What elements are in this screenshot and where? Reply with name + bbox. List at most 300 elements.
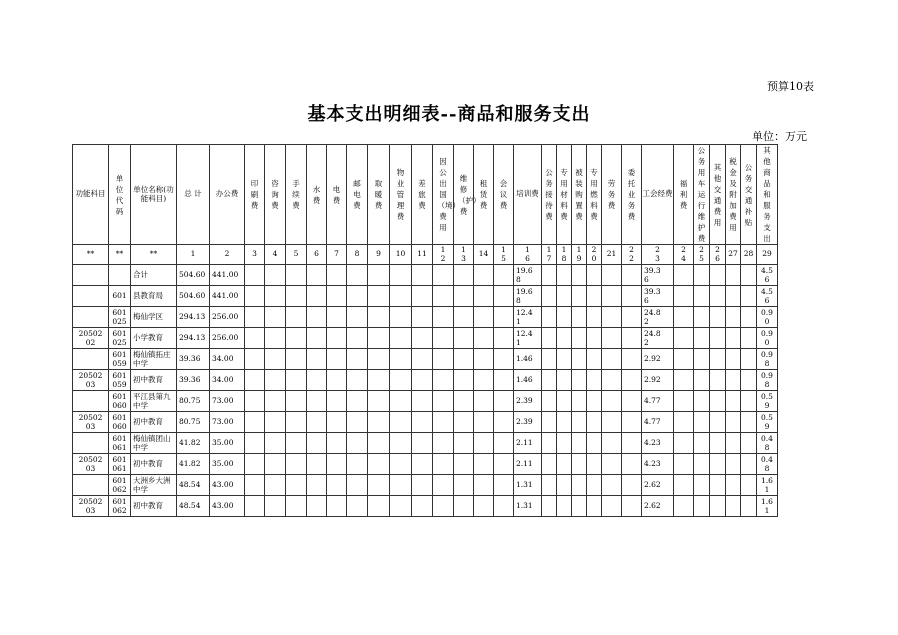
index-cell: 5 (286, 245, 307, 265)
header-label: 公务接待费 (545, 168, 553, 221)
table-cell: 0.90 (757, 307, 778, 328)
table-cell (390, 265, 412, 286)
table-cell (454, 412, 474, 433)
table-cell (390, 454, 412, 475)
header-cell (307, 145, 327, 245)
index-cell: 28 (741, 245, 757, 265)
table-cell (265, 349, 286, 370)
index-cell: 10 (390, 245, 412, 265)
header-row (73, 145, 778, 245)
table-cell: 41.82 (177, 454, 210, 475)
table-cell (347, 265, 368, 286)
table-cell (726, 265, 741, 286)
table-cell (542, 328, 557, 349)
table-cell (245, 370, 265, 391)
table-cell (710, 391, 726, 412)
table-cell (307, 433, 327, 454)
table-cell (494, 412, 514, 433)
table-cell (602, 454, 622, 475)
table-cell (286, 391, 307, 412)
table-row (73, 475, 778, 496)
table-cell (474, 370, 494, 391)
header-label: 办公费 (215, 189, 239, 199)
table-cell (327, 454, 347, 475)
table-cell (557, 475, 572, 496)
table-cell (622, 475, 642, 496)
header-label: 维修（护）费 (458, 173, 481, 216)
table-cell (557, 286, 572, 307)
header-cell (73, 145, 109, 245)
header-label: 培训费 (516, 189, 539, 199)
index-cell: 27 (726, 245, 741, 265)
table-cell (542, 391, 557, 412)
table-cell (602, 412, 622, 433)
table-cell (622, 412, 642, 433)
table-cell (710, 454, 726, 475)
table-cell (494, 328, 514, 349)
table-row (73, 391, 778, 412)
index-cell: 15 (494, 245, 514, 265)
table-cell (741, 265, 757, 286)
table-cell (572, 307, 587, 328)
table-cell (572, 328, 587, 349)
table-cell (327, 349, 347, 370)
index-cell: 21 (602, 245, 622, 265)
table-cell (412, 412, 433, 433)
table-cell (286, 349, 307, 370)
table-cell (368, 391, 390, 412)
table-cell: 24.82 (642, 307, 674, 328)
table-cell (347, 286, 368, 307)
table-cell (454, 433, 474, 454)
table-cell (726, 496, 741, 517)
header-label: 委托业务费 (627, 168, 636, 221)
index-cell: 29 (757, 245, 778, 265)
table-cell (694, 391, 710, 412)
table-cell (694, 496, 710, 517)
table-cell (674, 307, 694, 328)
table-cell (494, 286, 514, 307)
header-cell (327, 145, 347, 245)
table-cell (245, 412, 265, 433)
table-cell: 0.48 (757, 433, 778, 454)
table-cell (674, 454, 694, 475)
table-cell (602, 307, 622, 328)
table-cell: 504.60 (177, 286, 210, 307)
header-cell (674, 145, 694, 245)
index-cell: 26 (710, 245, 726, 265)
table-cell (694, 454, 710, 475)
table-cell: 0.90 (757, 328, 778, 349)
table-cell: 初中教育 (131, 496, 177, 517)
table-row (73, 286, 778, 307)
table-row (73, 328, 778, 349)
table-cell (542, 454, 557, 475)
table-cell (694, 307, 710, 328)
table-cell: 601059 (109, 349, 131, 370)
table-row (73, 412, 778, 433)
table-cell: 4.23 (642, 433, 674, 454)
header-label: 其他交通费用 (713, 162, 722, 227)
index-cell: 7 (327, 245, 347, 265)
table-cell (412, 475, 433, 496)
table-cell (602, 391, 622, 412)
table-cell (674, 265, 694, 286)
table-cell (327, 496, 347, 517)
table-cell (572, 496, 587, 517)
table-cell: 大洲乡大洲中学 (131, 475, 177, 496)
table-cell (307, 349, 327, 370)
table-cell (557, 412, 572, 433)
table-cell: 4.77 (642, 391, 674, 412)
table-cell (622, 454, 642, 475)
table-cell (73, 475, 109, 496)
table-cell (454, 496, 474, 517)
table-cell (622, 307, 642, 328)
header-label: 电费 (332, 184, 341, 205)
header-cell (494, 145, 514, 245)
header-label: 其他商品和服务支出 (763, 146, 771, 243)
table-cell (726, 286, 741, 307)
table-cell: 4.56 (757, 286, 778, 307)
index-cell: 14 (474, 245, 494, 265)
table-cell (741, 307, 757, 328)
table-cell (265, 496, 286, 517)
table-cell (494, 475, 514, 496)
table-cell (433, 433, 454, 454)
table-row (73, 433, 778, 454)
table-cell (587, 475, 602, 496)
table-cell (454, 307, 474, 328)
table-cell: 0.59 (757, 391, 778, 412)
header-label: 专用材料费 (560, 168, 568, 221)
table-cell: 601 (109, 286, 131, 307)
table-cell (726, 433, 741, 454)
table-cell (726, 391, 741, 412)
table-cell (557, 370, 572, 391)
header-cell (542, 145, 557, 245)
header-cell (210, 145, 245, 245)
index-cell: 20 (587, 245, 602, 265)
table-cell (390, 433, 412, 454)
table-cell (327, 328, 347, 349)
table-cell (327, 475, 347, 496)
header-label: 差旅费 (418, 179, 426, 210)
table-cell: 2050202 (73, 328, 109, 349)
table-cell (286, 496, 307, 517)
table-cell (327, 307, 347, 328)
header-label: 单位代码 (115, 173, 124, 216)
header-label: 物业管理费 (396, 168, 405, 221)
table-cell (741, 496, 757, 517)
table-cell (602, 433, 622, 454)
table-cell (741, 349, 757, 370)
table-cell (347, 496, 368, 517)
table-cell: 35.00 (210, 454, 245, 475)
table-cell (286, 475, 307, 496)
header-label: 福利费 (679, 179, 688, 210)
table-cell: 73.00 (210, 412, 245, 433)
table-cell (390, 370, 412, 391)
table-cell (602, 265, 622, 286)
table-cell: 初中教育 (131, 454, 177, 475)
table-cell (602, 496, 622, 517)
table-cell (572, 454, 587, 475)
table-cell: 0.98 (757, 370, 778, 391)
table-cell: 0.98 (757, 349, 778, 370)
table-cell (587, 307, 602, 328)
table-cell (368, 475, 390, 496)
header-label: 因公出国（境）费用 (437, 157, 460, 232)
table-cell (245, 454, 265, 475)
table-cell (73, 349, 109, 370)
table-cell (307, 391, 327, 412)
table-cell (572, 412, 587, 433)
table-cell (433, 307, 454, 328)
header-cell (514, 145, 542, 245)
table-cell (710, 328, 726, 349)
index-cell: 25 (694, 245, 710, 265)
table-cell (433, 328, 454, 349)
table-cell (694, 433, 710, 454)
table-cell (454, 454, 474, 475)
table-cell: 1.61 (757, 496, 778, 517)
table-cell (542, 433, 557, 454)
table-cell (307, 496, 327, 517)
table-cell: 1.31 (514, 475, 542, 496)
table-cell (557, 349, 572, 370)
header-label: 手续费 (292, 179, 300, 210)
header-cell (131, 145, 177, 245)
header-label: 印刷费 (250, 179, 259, 210)
header-label: 功能科目 (75, 189, 106, 199)
table-cell (390, 349, 412, 370)
table-cell: 601060 (109, 412, 131, 433)
table-cell (347, 454, 368, 475)
index-cell: 8 (347, 245, 368, 265)
table-cell (622, 328, 642, 349)
table-cell (390, 475, 412, 496)
table-cell (73, 286, 109, 307)
table-cell (674, 412, 694, 433)
unit-label: 单位：万元 (752, 130, 807, 143)
table-cell (347, 433, 368, 454)
header-cell (265, 145, 286, 245)
table-cell: 294.13 (177, 328, 210, 349)
table-cell (390, 307, 412, 328)
table-cell (474, 475, 494, 496)
table-cell (587, 370, 602, 391)
table-cell (390, 391, 412, 412)
index-cell: ** (109, 245, 131, 265)
table-cell (245, 496, 265, 517)
table-cell (494, 391, 514, 412)
table-cell: 2050203 (73, 412, 109, 433)
table-cell (412, 496, 433, 517)
index-cell: 6 (307, 245, 327, 265)
table-row (73, 349, 778, 370)
table-row (73, 454, 778, 475)
table-cell (454, 349, 474, 370)
table-cell: 601059 (109, 370, 131, 391)
header-cell (557, 145, 572, 245)
index-cell: 11 (412, 245, 433, 265)
page-title: 基本支出明细表--商品和服务支出 (307, 104, 591, 125)
table-cell (347, 391, 368, 412)
table-cell: 39.36 (642, 265, 674, 286)
table-cell: 601062 (109, 496, 131, 517)
table-cell (433, 475, 454, 496)
header-cell (602, 145, 622, 245)
table-cell (587, 391, 602, 412)
index-cell: 19 (572, 245, 587, 265)
header-cell (757, 145, 778, 245)
table-cell: 34.00 (210, 370, 245, 391)
header-label: 工会经费 (642, 189, 673, 199)
table-cell (390, 328, 412, 349)
table-cell: 2.11 (514, 454, 542, 475)
table-cell (454, 391, 474, 412)
table-cell (494, 496, 514, 517)
header-cell (109, 145, 131, 245)
table-cell: 1.61 (757, 475, 778, 496)
table-cell: 2.39 (514, 412, 542, 433)
table-cell: 2050203 (73, 370, 109, 391)
table-cell (674, 328, 694, 349)
budget-table-number: 预算10表 (767, 80, 814, 93)
table-cell (674, 475, 694, 496)
table-cell (433, 391, 454, 412)
table-cell: 441.00 (210, 286, 245, 307)
table-cell (587, 454, 602, 475)
index-cell: 23 (642, 245, 674, 265)
table-cell: 43.00 (210, 496, 245, 517)
table-cell: 39.36 (177, 349, 210, 370)
table-cell (622, 391, 642, 412)
table-cell: 12.41 (514, 307, 542, 328)
table-cell (602, 328, 622, 349)
table-cell: 4.77 (642, 412, 674, 433)
table-cell (347, 307, 368, 328)
table-cell (602, 475, 622, 496)
table-cell (710, 496, 726, 517)
table-cell (73, 307, 109, 328)
table-cell (412, 349, 433, 370)
header-label: 总 计 (184, 189, 202, 199)
table-cell (694, 286, 710, 307)
table-cell (587, 496, 602, 517)
table-cell (587, 412, 602, 433)
table-cell (286, 433, 307, 454)
header-label: 税金及附加费用 (729, 157, 737, 232)
table-cell (602, 286, 622, 307)
table-cell (454, 286, 474, 307)
table-cell: 601061 (109, 433, 131, 454)
header-cell (741, 145, 757, 245)
table-cell (327, 286, 347, 307)
header-label: 咨询费 (271, 179, 279, 210)
table-cell: 2.11 (514, 433, 542, 454)
table-cell: 2.92 (642, 349, 674, 370)
table-cell: 601061 (109, 454, 131, 475)
table-cell (412, 286, 433, 307)
header-label: 单位名称(功能科目) (133, 184, 174, 203)
table-cell (622, 286, 642, 307)
table-cell (433, 370, 454, 391)
header-cell (726, 145, 741, 245)
table-cell (542, 307, 557, 328)
table-cell (245, 265, 265, 286)
index-cell: 2 (210, 245, 245, 265)
header-cell (474, 145, 494, 245)
table-cell: 19.68 (514, 265, 542, 286)
table-cell (307, 265, 327, 286)
table-cell (622, 370, 642, 391)
table-cell (587, 286, 602, 307)
table-cell: 2050203 (73, 496, 109, 517)
table-cell (741, 328, 757, 349)
table-cell (265, 412, 286, 433)
table-row (73, 265, 778, 286)
table-cell (286, 307, 307, 328)
table-cell (694, 475, 710, 496)
table-cell: 4.56 (757, 265, 778, 286)
table-cell (572, 349, 587, 370)
table-cell (557, 307, 572, 328)
table-cell (307, 328, 327, 349)
table-cell (474, 328, 494, 349)
table-cell (265, 454, 286, 475)
table-cell: 平江县第九中学 (131, 391, 177, 412)
table-cell: 80.75 (177, 391, 210, 412)
index-cell: 18 (557, 245, 572, 265)
table-cell (542, 496, 557, 517)
table-cell: 256.00 (210, 328, 245, 349)
table-cell: 41.82 (177, 433, 210, 454)
table-cell (494, 349, 514, 370)
header-label: 租赁费 (479, 179, 488, 210)
table-cell: 73.00 (210, 391, 245, 412)
table-cell (245, 349, 265, 370)
table-cell (674, 391, 694, 412)
header-label: 水费 (312, 184, 321, 205)
table-cell (73, 265, 109, 286)
header-label: 邮电费 (353, 179, 361, 210)
table-cell (265, 307, 286, 328)
table-cell: 4.23 (642, 454, 674, 475)
table-cell (412, 433, 433, 454)
table-cell (327, 433, 347, 454)
table-cell (557, 328, 572, 349)
table-cell (390, 286, 412, 307)
table-cell (245, 433, 265, 454)
table-cell (109, 265, 131, 286)
table-cell (494, 454, 514, 475)
table-cell (602, 370, 622, 391)
table-cell (347, 475, 368, 496)
expense-table (72, 144, 778, 517)
table-cell: 梅仙镇团山中学 (131, 433, 177, 454)
table-cell (710, 265, 726, 286)
table-cell (347, 412, 368, 433)
table-cell (587, 328, 602, 349)
header-cell (177, 145, 210, 245)
table-cell (265, 391, 286, 412)
table-cell (694, 265, 710, 286)
table-cell (726, 328, 741, 349)
table-cell: 601060 (109, 391, 131, 412)
table-cell (368, 412, 390, 433)
